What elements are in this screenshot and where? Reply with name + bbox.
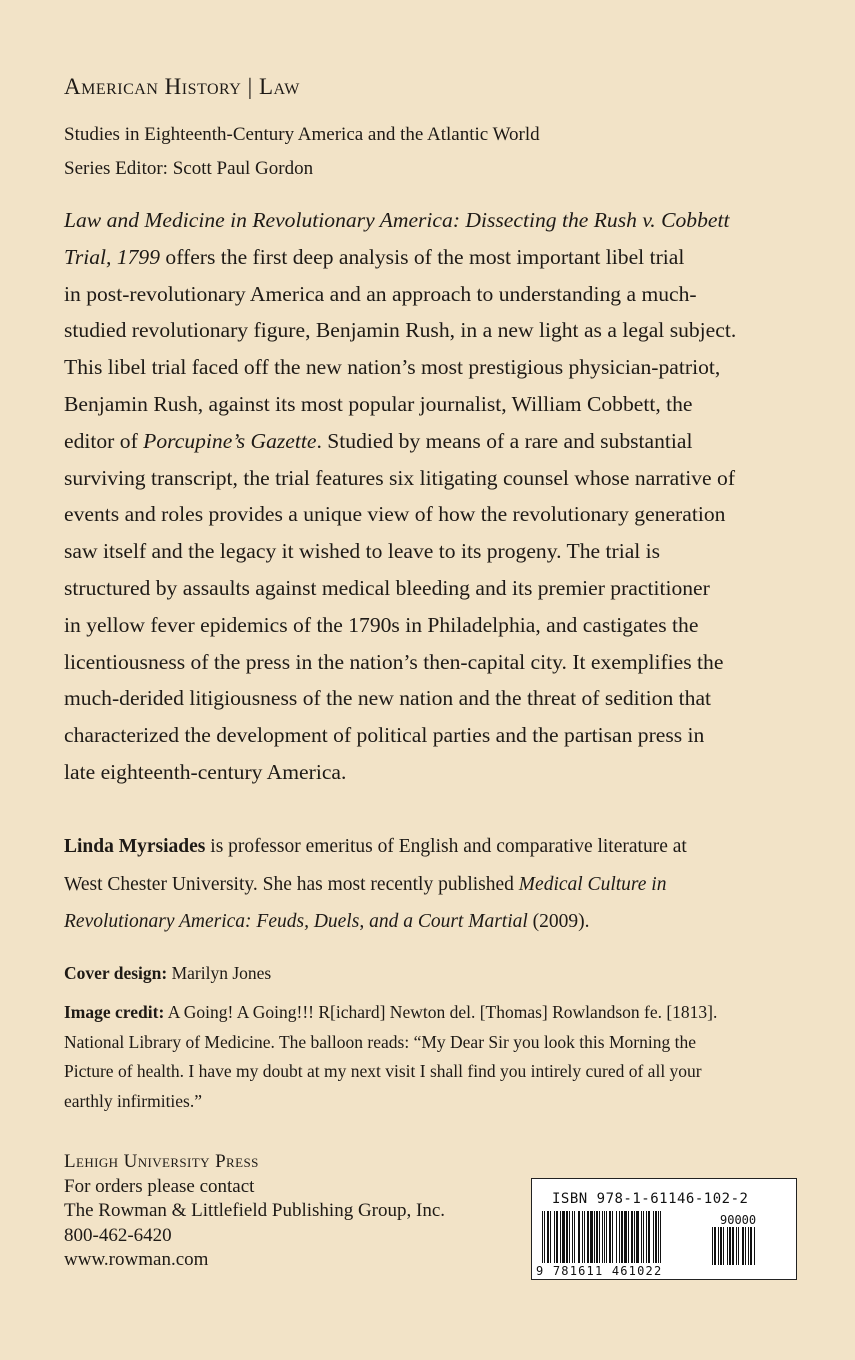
cover-design-label: Cover design: xyxy=(64,963,168,983)
description-line: structured by assaults against medical bleeding and its premier practitioner xyxy=(64,575,710,600)
barcode-bar xyxy=(655,1211,657,1263)
image-credit-text: earthly infirmities.” xyxy=(64,1090,203,1111)
barcode-bar xyxy=(566,1211,568,1263)
bio-text: (2009). xyxy=(527,911,590,932)
image-credit-text: Picture of health. I have my doubt at my next visit I shall find you intirely cured of all your xyxy=(64,1061,702,1081)
cover-design-credit xyxy=(64,963,271,984)
author-name: Linda Myrsiades xyxy=(64,836,206,857)
description-line: characterized the development of political parties and the partisan press in xyxy=(64,723,705,748)
barcode-bar xyxy=(738,1227,739,1265)
press-name: Lehigh University Press xyxy=(64,1151,259,1172)
barcode-bar xyxy=(569,1211,570,1263)
description-line: This libel trial faced off the new nation’s most prestigious physician-patriot, xyxy=(64,355,721,380)
barcode-bar xyxy=(616,1211,617,1263)
description-line: surviving transcript, the trial features six litigating counsel whose narrative of xyxy=(64,465,736,490)
barcode-bar xyxy=(550,1211,551,1263)
book-title-part2: Trial, 1799 xyxy=(64,244,161,269)
barcode-bar xyxy=(628,1211,629,1263)
description-line: studied revolutionary figure, Benjamin Rush, in a new light as a legal subject. xyxy=(64,318,737,343)
price-code: 90000 xyxy=(720,1213,757,1227)
description-line: licentiousness of the press in the nation’s then-capital city. It exemplifies the xyxy=(64,649,724,674)
barcode-bar xyxy=(578,1211,580,1263)
barcode-bar xyxy=(729,1227,731,1265)
barcode-bar xyxy=(582,1211,583,1263)
barcode-bar xyxy=(544,1211,545,1263)
barcode-bar xyxy=(660,1211,661,1263)
barcode-bar xyxy=(643,1211,644,1263)
description-line: in yellow fever epidemics of the 1790s in Philadelphia, and castigates the xyxy=(64,612,699,637)
barcode-bar xyxy=(718,1227,719,1265)
barcode-bar xyxy=(560,1211,561,1263)
image-credit-text: A Going! A Going!!! R[ichard] Newton del. [Thomas] Rowlandson fe. [1813]. xyxy=(164,1002,718,1022)
barcode-bar xyxy=(658,1211,659,1263)
bio-text: is professor emeritus of English and comparative literature at xyxy=(205,836,687,857)
description-line: much-derided litigiousness of the new nation and the threat of sedition that xyxy=(64,686,712,711)
isbn-label: ISBN 978-1-61146-102-2 xyxy=(552,1191,749,1207)
barcode-bar xyxy=(604,1211,605,1263)
barcode-bar xyxy=(609,1211,611,1263)
barcode-bar xyxy=(590,1211,593,1263)
barcode-bar xyxy=(584,1211,585,1263)
barcode-bar xyxy=(619,1211,620,1263)
barcode-bar xyxy=(646,1211,647,1263)
barcode-bar xyxy=(556,1211,558,1263)
book-title-part1: Law and Medicine in Revolutionary America: Dissecting the Rush v. Cobbett xyxy=(64,208,730,232)
description-line: in post-revolutionary America and an approach to understanding a much- xyxy=(64,281,697,306)
book-description xyxy=(64,202,799,791)
description-line: saw itself and the legacy it wished to leave to its progeny. The trial is xyxy=(64,539,661,564)
category-label: American History | Law xyxy=(64,74,300,99)
barcode-bar xyxy=(736,1227,737,1265)
barcode-bar xyxy=(596,1211,598,1263)
description-line: . Studied by means of a rare and substantial xyxy=(316,428,693,453)
barcode-bar xyxy=(547,1211,549,1263)
orders-note: For orders please contact xyxy=(64,1175,255,1197)
barcode-bar xyxy=(712,1227,713,1265)
barcode-bar xyxy=(634,1211,635,1263)
barcode-bar xyxy=(714,1227,716,1265)
barcode-bar xyxy=(562,1211,565,1263)
barcode-bars-icon xyxy=(542,1211,704,1263)
series-title: Studies in Eighteenth-Century America and the Atlantic World xyxy=(64,124,540,145)
barcode-bar xyxy=(574,1211,575,1263)
phone-number: 800-462-6420 xyxy=(64,1224,172,1246)
description-line: editor of xyxy=(64,428,144,453)
description-line: late eighteenth-century America. xyxy=(64,759,347,784)
ean-digits: 9 781611 461022 xyxy=(536,1264,663,1278)
barcode-bar xyxy=(606,1211,607,1263)
publisher-info xyxy=(64,1150,445,1273)
bio-text: West Chester University. She has most recently published xyxy=(64,873,519,895)
barcode-bar xyxy=(742,1227,744,1265)
barcode-bar xyxy=(754,1227,755,1265)
newspaper-title: Porcupine’s Gazette xyxy=(143,428,317,453)
barcode-bar xyxy=(636,1211,639,1263)
barcode-bar xyxy=(641,1211,642,1263)
barcode-bar xyxy=(542,1211,543,1263)
barcode-bar xyxy=(745,1227,746,1265)
image-credit-label: Image credit: xyxy=(64,1002,165,1022)
barcode-bar xyxy=(587,1211,589,1263)
barcode-bar xyxy=(631,1211,633,1263)
author-bio xyxy=(64,828,687,941)
description-line: Benjamin Rush, against its most popular journalist, William Cobbett, the xyxy=(64,391,693,416)
barcode-bar xyxy=(602,1211,603,1263)
website: www.rowman.com xyxy=(64,1249,209,1270)
barcode-bar xyxy=(727,1227,728,1265)
barcode-bar xyxy=(624,1211,627,1263)
barcode-addon-bars-icon xyxy=(712,1227,782,1265)
barcode-bar xyxy=(748,1227,749,1265)
barcode-bar xyxy=(594,1211,595,1263)
series-info xyxy=(64,118,540,186)
description-line: events and roles provides a unique view of how the revolutionary generation xyxy=(64,502,726,527)
barcode-bar xyxy=(750,1227,752,1265)
barcode-bar xyxy=(599,1211,600,1263)
prior-book-title: Medical Culture in xyxy=(518,873,667,895)
image-credit xyxy=(64,998,717,1116)
barcode-bar xyxy=(648,1211,650,1263)
barcode-bar xyxy=(612,1211,613,1263)
barcode-bar xyxy=(621,1211,623,1263)
description-line: offers the first deep analysis of the most important libel trial xyxy=(160,244,685,269)
barcode-bar xyxy=(653,1211,654,1263)
barcode-bar xyxy=(723,1227,724,1265)
barcode-bar xyxy=(720,1227,722,1265)
barcode-bar xyxy=(732,1227,734,1265)
prior-book-title: Revolutionary America: Feuds, Duels, and a Court Martial xyxy=(64,911,528,932)
barcode-bar xyxy=(554,1211,555,1263)
cover-designer: Marilyn Jones xyxy=(167,963,272,983)
image-credit-text: National Library of Medicine. The balloon reads: “My Dear Sir you look this Morning the xyxy=(64,1031,696,1052)
barcode-bar xyxy=(572,1211,573,1263)
isbn-barcode xyxy=(531,1178,797,1280)
distributor-name: The Rowman & Littlefield Publishing Group, Inc. xyxy=(64,1200,446,1221)
series-editor: Series Editor: Scott Paul Gordon xyxy=(64,158,314,179)
